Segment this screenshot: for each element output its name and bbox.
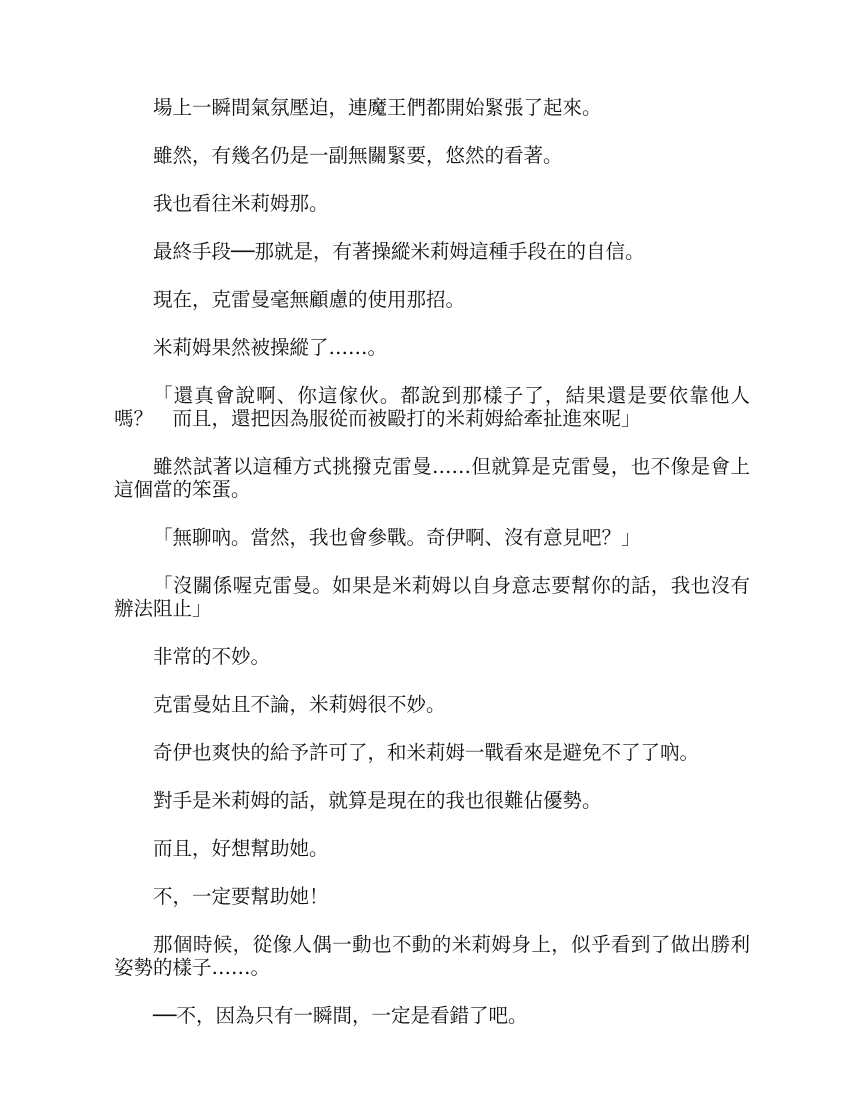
paragraph: 非常的不妙。 <box>153 645 271 668</box>
paragraph: 場上一瞬間氣氛壓迫，連魔王們都開始緊張了起來。 <box>153 96 602 119</box>
paragraph: 而且，好想幫助她。 <box>153 837 329 860</box>
paragraph: 奇伊也爽快的給予許可了，和米莉姆一戰看來是避免不了了吶。 <box>153 741 700 764</box>
paragraph: 雖然試著以這種方式挑撥克雷曼……但就算是克雷曼，也不像是會上這個當的笨蛋。 <box>114 455 750 501</box>
paragraph: ──不，因為只有一瞬間，一定是看錯了吧。 <box>153 1004 528 1027</box>
paragraph: 那個時候，從像人偶一動也不動的米莉姆身上，似乎看到了做出勝利姿勢的樣子……。 <box>114 933 750 979</box>
paragraph: 雖然，有幾名仍是一副無關緊要，悠然的看著。 <box>153 144 563 167</box>
paragraph: 米莉姆果然被操縱了……。 <box>153 336 388 359</box>
paragraph: 現在，克雷曼毫無顧慮的使用那招。 <box>153 288 466 311</box>
paragraph: 不，一定要幫助她！ <box>153 885 329 908</box>
paragraph: 我也看往米莉姆那。 <box>153 192 329 215</box>
paragraph: 最終手段──那就是，有著操縱米莉姆這種手段在的自信。 <box>153 240 645 263</box>
paragraph: 「還真會說啊、你這傢伙。都說到那樣子了，結果還是要依靠他人嗎？ 而且，還把因為服從而被毆打的米莉姆給牽扯進來呢」 <box>114 384 750 430</box>
paragraph: 「沒關係喔克雷曼。如果是米莉姆以自身意志要幫你的話，我也沒有辦法阻止」 <box>114 574 750 620</box>
paragraph: 對手是米莉姆的話，就算是現在的我也很難佔優勢。 <box>153 789 602 812</box>
paragraph: 「無聊吶。當然，我也會參戰。奇伊啊、沒有意見吧？」 <box>153 526 641 549</box>
document-body <box>114 96 750 1052</box>
paragraph: 克雷曼姑且不論，米莉姆很不妙。 <box>153 693 446 716</box>
